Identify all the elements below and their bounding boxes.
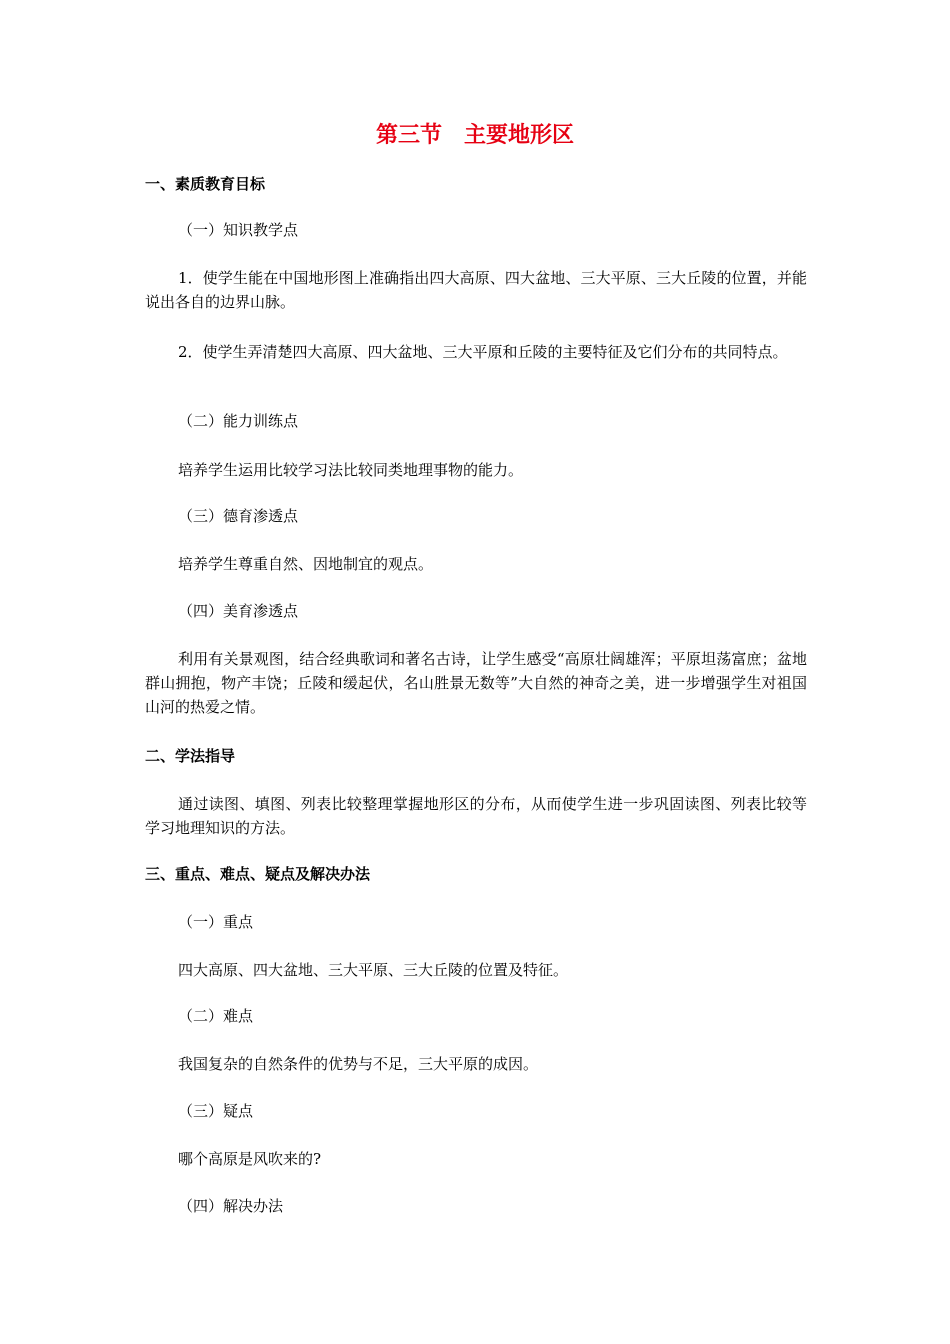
paragraph-knowledge-1: 1．使学生能在中国地形图上准确指出四大高原、四大盆地、三大平原、三大丘陵的位置，并能说出各自的边界山脉。 [145, 269, 807, 311]
subheading-ability: （二）能力训练点 [178, 412, 299, 430]
subheading-doubt: （三）疑点 [178, 1102, 254, 1120]
paragraph-doubt: 哪个高原是风吹来的? [178, 1150, 322, 1168]
paragraph-moral: 培养学生尊重自然、因地制宜的观点。 [178, 555, 434, 573]
paragraph-difficulty: 我国复杂的自然条件的优势与不足，三大平原的成因。 [178, 1055, 539, 1073]
subheading-focus: （一）重点 [178, 913, 254, 931]
paragraph-method: 通过读图、填图、列表比较整理掌握地形区的分布，从而使学生进一步巩固读图、列表比较等学习地理知识的方法。 [145, 795, 807, 837]
section-heading-method: 二、学法指导 [145, 747, 236, 765]
section-heading-keypoints: 三、重点、难点、疑点及解决办法 [145, 865, 371, 883]
subheading-difficulty: （二）难点 [178, 1007, 254, 1025]
subheading-moral: （三）德育渗透点 [178, 507, 299, 525]
subheading-aesthetic: （四）美育渗透点 [178, 602, 299, 620]
paragraph-focus: 四大高原、四大盆地、三大平原、三大丘陵的位置及特征。 [178, 961, 569, 979]
paragraph-knowledge-2: 2．使学生弄清楚四大高原、四大盆地、三大平原和丘陵的主要特征及它们分布的共同特点。 [178, 343, 788, 361]
section-heading-goals: 一、素质教育目标 [145, 175, 266, 193]
page-title: 第三节 主要地形区 [375, 123, 574, 148]
subheading-solution: （四）解决办法 [178, 1197, 284, 1215]
paragraph-ability: 培养学生运用比较学习法比较同类地理事物的能力。 [178, 461, 524, 479]
subheading-knowledge: （一）知识教学点 [178, 221, 299, 239]
paragraph-aesthetic: 利用有关景观图，结合经典歌词和著名古诗，让学生感受“高原壮阔雄浑；平原坦荡富庶；盆地群山拥抱，物产丰饶；丘陵和缓起伏，名山胜景无数等”大自然的神奇之美，进一步增强学生对祖国山河的热爱之情。 [145, 650, 807, 716]
